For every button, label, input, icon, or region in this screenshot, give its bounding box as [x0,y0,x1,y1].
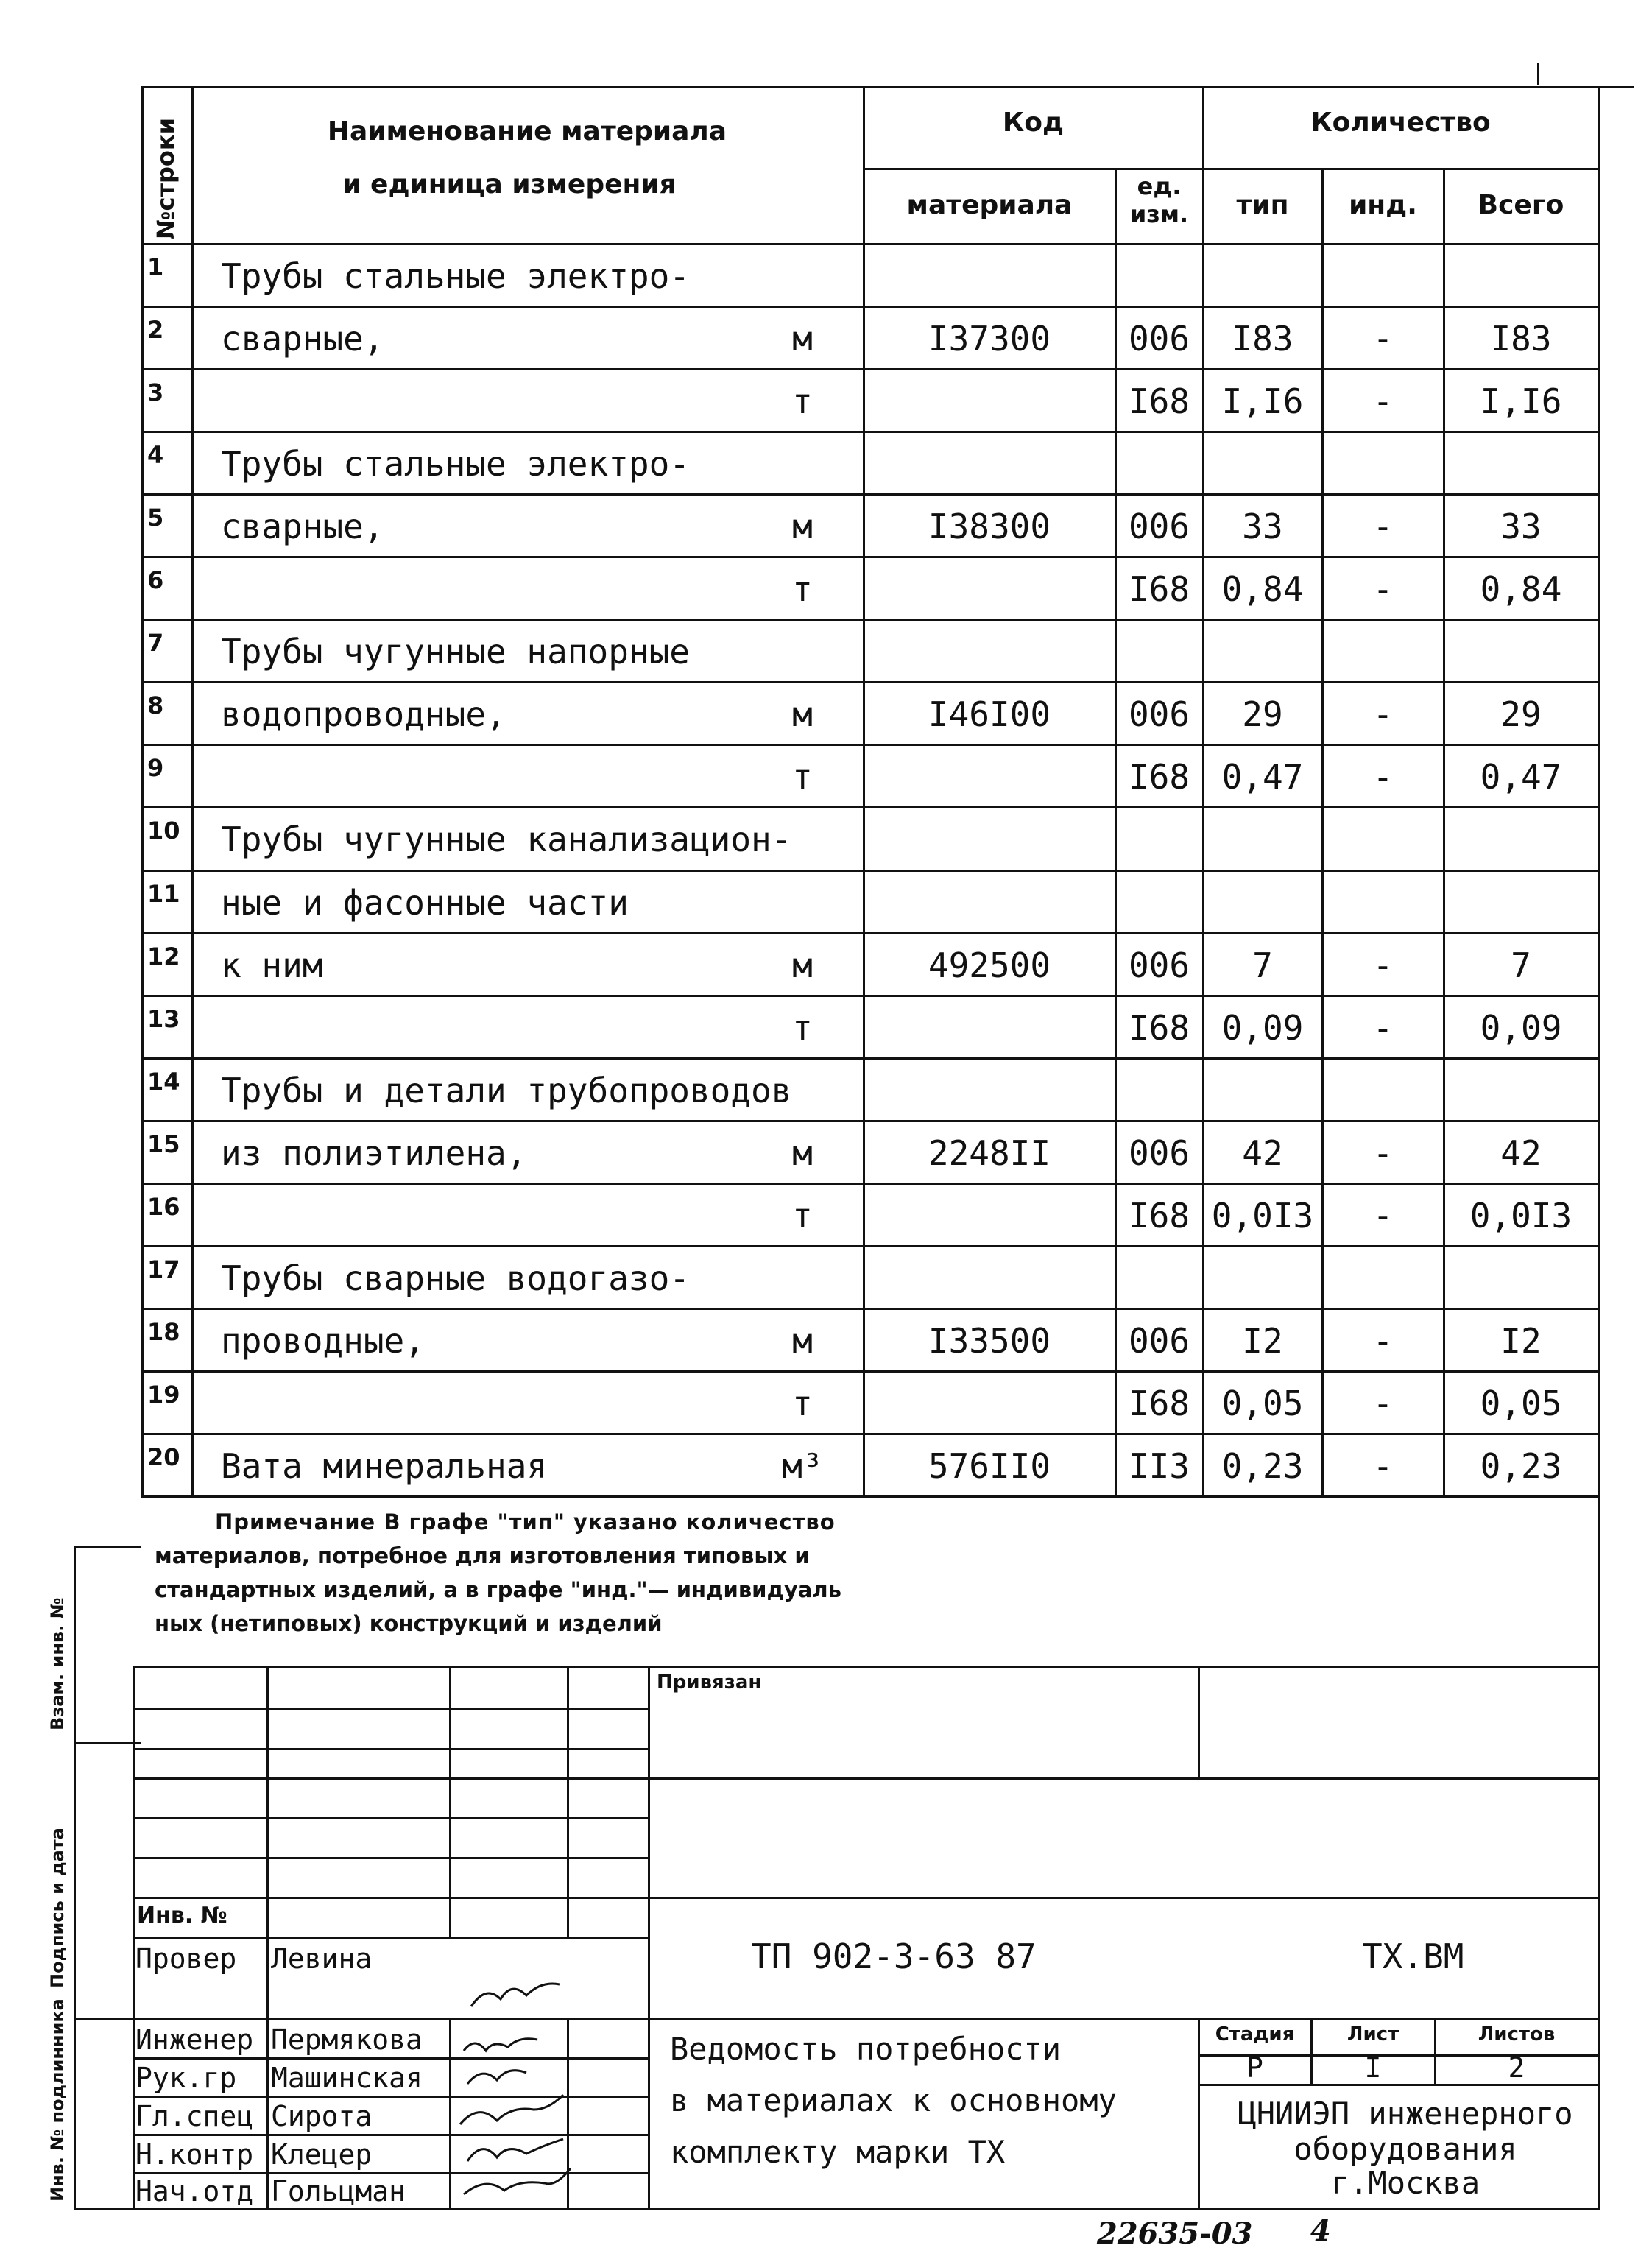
signer-name: Пермякова [271,2023,423,2056]
unit-code: 006 [1128,319,1190,359]
quantity-total: I83 [1490,319,1552,359]
quantity-total: I2 [1500,1321,1542,1361]
row-number: 5 [147,504,164,532]
table-row [0,681,1652,744]
row-number: 14 [147,1068,180,1096]
note-line3: стандартных изделий, а в графе "инд."— индивидуаль [155,1577,841,1602]
material-code: I37300 [928,319,1051,359]
sheet-label: Лист [1346,2023,1399,2046]
quantity-total: 29 [1500,694,1542,734]
material-name: из полиэтилена, [221,1133,527,1173]
signer-name: Сирота [271,2100,373,2132]
table-row [0,995,1652,1057]
material-name: Трубы сварные водогазо- [221,1258,690,1298]
quantity-tip: 0,23 [1221,1446,1304,1486]
table-row [0,493,1652,556]
organization-line3: г.Москва [1330,2165,1480,2201]
row-number: 6 [147,566,164,594]
row-number: 7 [147,629,164,657]
table-row [0,806,1652,869]
material-name: Вата минеральная [221,1446,548,1486]
archive-number: 22635-03 [1097,2216,1253,2251]
table-row [0,1245,1652,1308]
table-row [0,1370,1652,1433]
unit-label: т [792,1384,813,1423]
sheets-value: 2 [1508,2051,1525,2084]
side-label-signature-date: Подпись и дата [47,1828,68,1988]
material-name: Трубы стальные электро- [221,256,690,296]
table-row [0,556,1652,619]
unit-label: м³ [782,1446,823,1486]
quantity-ind: - [1372,507,1394,546]
table-row [0,744,1652,806]
unit-label: т [792,569,813,609]
row-number: 4 [147,441,164,469]
row-number: 20 [147,1443,180,1471]
quantity-tip: I83 [1232,319,1293,359]
quantity-ind: - [1372,1008,1394,1048]
material-name: к ним [221,945,323,985]
unit-label: м [792,945,813,985]
quantity-total: 33 [1500,507,1542,546]
side-label-replacement-inv: Взам. инв. № [47,1597,68,1730]
stage-value: Р [1246,2051,1263,2084]
total-header: Всего [1478,190,1564,220]
table-row [0,619,1652,681]
page-number: 4 [1310,2213,1331,2248]
row-number: 1 [147,253,164,281]
unit-code: 006 [1128,1133,1190,1173]
unit-code: 006 [1128,945,1190,985]
code-header: Код [1002,108,1065,138]
note-line4: ных (нетиповых) конструкций и изделий [155,1611,663,1636]
document-code: ТП 902-3-63 87 [751,1937,1037,1976]
quantity-tip: 42 [1242,1133,1283,1173]
unit-code: 006 [1128,507,1190,546]
material-name: сварные, [221,507,384,546]
row-number: 15 [147,1130,180,1158]
material-code: I38300 [928,507,1051,546]
document-title-line1: Ведомость потребности [670,2031,1062,2067]
unit-code: 006 [1128,694,1190,734]
quantity-ind: - [1372,319,1394,359]
signer-role: Гл.спец [135,2100,254,2132]
quantity-total: 0,05 [1480,1384,1562,1423]
quantity-ind: - [1372,1384,1394,1423]
quantity-total: 42 [1500,1133,1542,1173]
unit-label: м [792,319,813,359]
signer-role: Н.контр [135,2138,254,2171]
material-code: 576II0 [928,1446,1051,1486]
quantity-total: 0,23 [1480,1446,1562,1486]
quantity-total: 0,47 [1480,757,1562,797]
tip-header: тип [1236,190,1289,220]
ind-header: инд. [1349,190,1417,220]
sheet-value: I [1364,2051,1382,2084]
quantity-total: 7 [1511,945,1531,985]
quantity-tip: 33 [1242,507,1283,546]
quantity-ind: - [1372,694,1394,734]
unit-code: I68 [1128,1008,1190,1048]
unit-code-header-line2: изм. [1129,200,1189,228]
table-row [0,368,1652,431]
signature-scribbles [449,1973,670,2216]
organization-line2: оборудования [1293,2131,1517,2167]
unit-label: т [792,757,813,797]
unit-code: I68 [1128,381,1190,421]
signer-role: Нач.отд [135,2175,254,2208]
document-title-line3: комплекту марки ТХ [670,2134,1006,2170]
row-number: 18 [147,1318,180,1346]
quantity-total: I,I6 [1480,381,1562,421]
inv-no-label: Инв. № [137,1903,227,1928]
quantity-total: 0,84 [1480,569,1562,609]
material-name: проводные, [221,1321,425,1361]
quantity-ind: - [1372,757,1394,797]
row-number: 10 [147,817,180,845]
unit-code-header-line1: ед. [1137,172,1182,200]
signer-role: Провер [135,1942,237,1975]
row-number: 3 [147,378,164,406]
quantity-tip: 0,09 [1221,1008,1304,1048]
unit-label: м [792,1133,813,1173]
quantity-tip: 29 [1242,694,1283,734]
row-number-header: №строки [152,117,180,239]
signer-role: Рук.гр [135,2062,237,2094]
material-code: I46I00 [928,694,1051,734]
material-code: 2248II [928,1133,1051,1173]
material-code: I33500 [928,1321,1051,1361]
quantity-ind: - [1372,1133,1394,1173]
table-row [0,1057,1652,1120]
quantity-tip: I2 [1242,1321,1283,1361]
quantity-ind: - [1372,569,1394,609]
document-title-line2: в материалах к основному [670,2082,1117,2118]
quantity-header: Количество [1310,108,1491,138]
quantity-ind: - [1372,945,1394,985]
signer-name: Левина [271,1942,373,1975]
signer-name: Машинская [271,2062,423,2094]
quantity-ind: - [1372,1196,1394,1236]
table-row [0,870,1652,932]
material-name: Трубы и детали трубопроводов [221,1071,792,1110]
row-number: 9 [147,754,164,782]
row-number: 8 [147,691,164,719]
unit-code: I68 [1128,757,1190,797]
unit-label: м [792,507,813,546]
organization-line1: ЦНИИЭП инженерного [1238,2096,1573,2132]
quantity-ind: - [1372,1321,1394,1361]
unit-code: 006 [1128,1321,1190,1361]
table-row [0,1433,1652,1495]
table-row [0,1120,1652,1183]
material-name: сварные, [221,319,384,359]
quantity-tip: I,I6 [1221,381,1304,421]
document-mark: ТХ.ВМ [1362,1937,1464,1976]
side-label-original-inv: Инв. № подлинника [47,1998,68,2202]
name-header-line2: и единица измерения [342,169,677,200]
name-header-line1: Наименование материала [327,116,727,147]
material-name: Трубы чугунные напорные [221,632,690,672]
unit-code: I68 [1128,569,1190,609]
table-row [0,1183,1652,1245]
quantity-ind: - [1372,381,1394,421]
unit-label: т [792,381,813,421]
quantity-tip: 0,47 [1221,757,1304,797]
sheets-label: Листов [1478,2023,1556,2046]
row-number: 11 [147,880,180,908]
quantity-tip: 7 [1252,945,1273,985]
quantity-tip: 0,0I3 [1211,1196,1314,1236]
material-code-header: материала [906,190,1073,220]
signer-role: Инженер [135,2023,254,2056]
material-name: Трубы чугунные канализацион- [221,820,792,859]
row-number: 12 [147,942,180,970]
quantity-total: 0,0I3 [1469,1196,1572,1236]
unit-code: I68 [1128,1384,1190,1423]
material-name: Трубы стальные электро- [221,444,690,484]
row-number: 13 [147,1005,180,1033]
signer-name: Клецер [271,2138,373,2171]
quantity-tip: 0,84 [1221,569,1304,609]
table-row [0,1308,1652,1370]
table-row [0,932,1652,995]
quantity-ind: - [1372,1446,1394,1486]
material-code: 492500 [928,945,1051,985]
unit-label: т [792,1008,813,1048]
privyazan-label: Привязан [657,1671,762,1694]
material-name: ные и фасонные части [221,883,629,923]
row-number: 16 [147,1193,180,1221]
quantity-tip: 0,05 [1221,1384,1304,1423]
quantity-total: 0,09 [1480,1008,1562,1048]
row-number: 19 [147,1381,180,1409]
signer-name: Гольцман [271,2175,406,2208]
unit-label: м [792,694,813,734]
table-row [0,306,1652,368]
row-number: 17 [147,1255,180,1283]
table-row [0,243,1652,306]
note-line2: материалов, потребное для изготовления типовых и [155,1543,810,1568]
unit-label: т [792,1196,813,1236]
stage-label: Стадия [1215,2023,1295,2046]
unit-code: II3 [1128,1446,1190,1486]
table-row [0,431,1652,493]
note-line1: Примечание В графе "тип" указано количество [215,1509,836,1535]
unit-code: I68 [1128,1196,1190,1236]
row-number: 2 [147,316,164,344]
unit-label: м [792,1321,813,1361]
material-name: водопроводные, [221,694,506,734]
